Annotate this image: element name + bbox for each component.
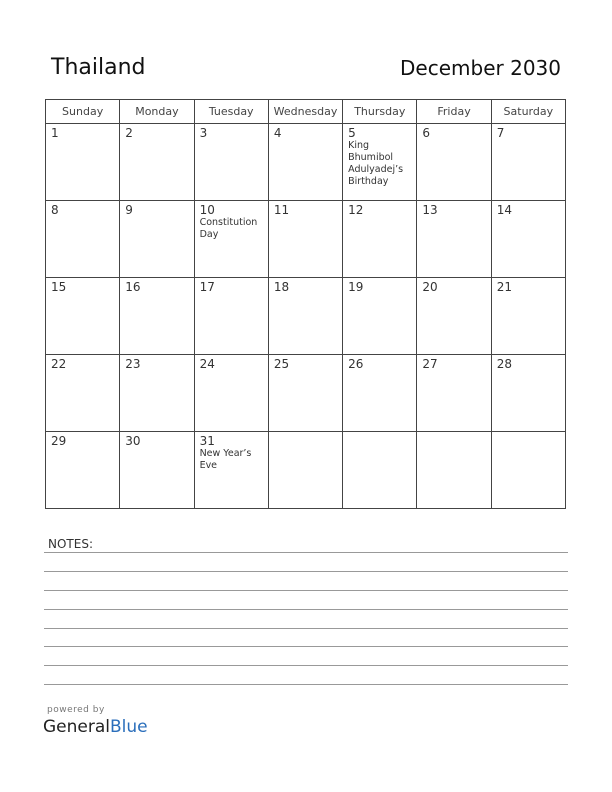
day-cell: [46, 201, 120, 278]
notes-line: [44, 684, 568, 685]
holiday-label: Constitution Day: [199, 217, 258, 240]
day-cell: [46, 355, 120, 432]
day-cell: [417, 432, 491, 509]
day-number: 18: [273, 280, 290, 294]
day-number: 28: [496, 357, 512, 371]
day-cell: [343, 432, 417, 509]
day-cell: [120, 355, 194, 432]
day-number: 25: [273, 357, 290, 371]
day-cell: [194, 278, 268, 355]
weekday-sunday: Sunday: [46, 100, 120, 124]
day-cell: [417, 124, 491, 201]
notes-line: [44, 609, 568, 610]
weekday-saturday: Saturday: [491, 100, 565, 124]
weekday-friday: Friday: [417, 100, 491, 124]
day-number: 6: [422, 126, 431, 140]
notes-label: NOTES:: [48, 537, 93, 551]
day-number: 29: [51, 434, 67, 448]
day-cell: [46, 124, 120, 201]
holiday-label: King Bhumibol Adulyadej’s Birthday: [348, 140, 404, 187]
day-cell: [46, 432, 120, 509]
day-cell: [120, 432, 194, 509]
day-cell: [194, 432, 268, 509]
weekday-monday: Monday: [120, 100, 194, 124]
weekday-wednesday: Wednesday: [268, 100, 342, 124]
day-cell: [343, 355, 417, 432]
notes-line: [44, 628, 568, 629]
day-number: 5: [348, 126, 356, 140]
day-cell: [194, 124, 268, 201]
brand-name-blue: Blue: [110, 717, 148, 737]
day-cell: [343, 124, 417, 201]
day-number: 8: [51, 203, 59, 217]
notes-line: [44, 646, 568, 647]
day-cell: [268, 278, 342, 355]
day-number: 14: [496, 203, 512, 217]
day-cell: [343, 201, 417, 278]
day-number: 17: [199, 280, 215, 294]
day-cell: [268, 355, 342, 432]
day-number: 16: [125, 280, 141, 294]
day-number: 20: [422, 280, 438, 294]
day-number: 21: [496, 280, 512, 294]
week-row: [46, 124, 566, 201]
day-number: 7: [496, 126, 505, 140]
holiday-label: New Year’s Eve: [199, 448, 252, 471]
week-row: [46, 432, 566, 509]
day-cell: [46, 278, 120, 355]
day-number: 12: [348, 203, 364, 217]
day-cell: [417, 201, 491, 278]
country-title: Thailand: [51, 55, 146, 80]
day-cell: [491, 278, 565, 355]
day-cell: [343, 278, 417, 355]
day-cell: [194, 355, 268, 432]
day-cell: [268, 432, 342, 509]
day-cell: [194, 201, 268, 278]
month-year-title: December 2030: [400, 56, 561, 80]
weekday-thursday: Thursday: [343, 100, 417, 124]
notes-line: [44, 552, 568, 553]
day-number: 24: [199, 357, 215, 371]
day-cell: [491, 355, 565, 432]
day-number: 31: [199, 434, 215, 448]
day-number: 26: [348, 357, 364, 371]
week-row: [46, 278, 566, 355]
day-number: 23: [125, 357, 141, 371]
day-cell: [120, 201, 194, 278]
day-number: 22: [51, 357, 67, 371]
notes-line: [44, 665, 568, 666]
day-number: 27: [422, 357, 438, 371]
day-cell: [491, 201, 565, 278]
day-cell: [120, 124, 194, 201]
day-cell: [491, 432, 565, 509]
day-cell: [268, 201, 342, 278]
day-number: 3: [199, 126, 208, 140]
week-row: [46, 355, 566, 432]
day-number: 9: [125, 203, 133, 217]
day-cell: [417, 278, 491, 355]
day-number: 4: [273, 126, 282, 140]
day-number: 10: [199, 203, 215, 217]
brand-name-general: General: [43, 717, 110, 737]
day-number: 30: [125, 434, 141, 448]
day-cell: [491, 124, 565, 201]
day-cell: [417, 355, 491, 432]
calendar-grid: [45, 99, 566, 509]
day-cell: [120, 278, 194, 355]
brand-logo[interactable]: [43, 717, 148, 737]
day-number: 11: [273, 203, 290, 217]
notes-line: [44, 590, 568, 591]
day-number: 19: [348, 280, 364, 294]
weekday-header-row: [46, 100, 566, 124]
week-row: [46, 201, 566, 278]
notes-line: [44, 571, 568, 572]
weekday-tuesday: Tuesday: [194, 100, 268, 124]
day-cell: [268, 124, 342, 201]
day-number: 13: [422, 203, 438, 217]
day-number: 1: [51, 126, 59, 140]
powered-by-text: powered by: [47, 705, 105, 715]
day-number: 2: [125, 126, 133, 140]
day-number: 15: [51, 280, 67, 294]
